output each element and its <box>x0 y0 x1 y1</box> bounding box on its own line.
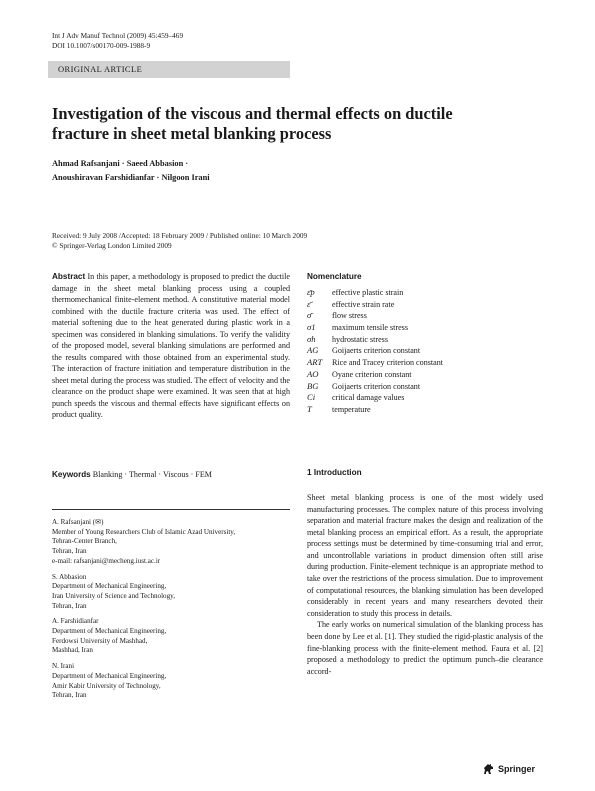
nomenclature-symbol: AO <box>307 368 319 379</box>
nomenclature-item <box>307 310 443 322</box>
nomenclature-heading: Nomenclature <box>307 272 362 281</box>
nomenclature-item <box>307 345 443 357</box>
abstract-text: In this paper, a methodology is proposed to predict the ductile damage in the sheet metal blanking process using a coupled thermomechanical finite-element method. A constitutive material model combined with the ductile fracture criteria was used. The effect of material softening due to the heat generated during plastic work in a specimen was considered in blanking simulations. To verify the validity of the proposed model, several blanking simulations are performed and the results compared with those obtained from an experimental study. The interaction of fracture initiation and temperature distribution in the sheet metal during the process was studied. The effect of velocity and the clearance on the product shape were examined. It was seen that at high punch speeds the viscous and thermal effects have significant effects on product quality. <box>52 272 290 419</box>
affiliation-block <box>52 518 292 567</box>
affiliation-block <box>52 617 292 656</box>
publisher-logo <box>482 763 535 775</box>
keywords-text: Blanking · Thermal · Viscous · FEM <box>92 470 212 479</box>
affiliation-line: Tehran, Iran <box>52 601 87 610</box>
affiliation-line: Tehran, Iran <box>52 547 87 556</box>
nomenclature-item <box>307 334 443 346</box>
springer-horse-icon <box>482 763 495 775</box>
nomenclature-definition: Goijaerts criterion constant <box>332 381 421 391</box>
nomenclature-symbol: ε̄p <box>307 287 315 297</box>
abstract <box>52 271 290 421</box>
affiliation-line: Department of Mechanical Engineering, <box>52 671 167 680</box>
author-email[interactable]: e-mail: rafsanjani@mecheng.iust.ac.ir <box>52 556 161 565</box>
affiliation-block <box>52 662 292 701</box>
affiliation-line: Tehran-Center Branch, <box>52 537 117 546</box>
nomenclature-item <box>307 322 443 334</box>
keywords-label: Keywords <box>52 470 91 479</box>
nomenclature-symbol: BG <box>307 380 319 391</box>
affiliation-line: S. Abbasion <box>52 572 87 581</box>
nomenclature-item <box>307 287 443 299</box>
doi: DOI 10.1007/s00170-009-1988-9 <box>52 40 151 50</box>
nomenclature-symbol: ART <box>307 357 323 368</box>
nomenclature-list <box>307 287 443 416</box>
nomenclature-symbol: σh <box>307 333 316 344</box>
affiliation-line: Iran University of Science and Technology, <box>52 591 176 600</box>
abstract-label: Abstract <box>52 272 86 281</box>
affiliation-line: Mashhad, Iran <box>52 646 93 655</box>
nomenclature-item <box>307 357 443 369</box>
authors-line: Anoushiravan Farshidianfar · Nilgoon Irani <box>52 173 210 182</box>
affiliations <box>52 518 292 707</box>
nomenclature-symbol: AG <box>307 345 319 356</box>
introduction-paragraph: Sheet metal blanking process is one of the most widely used manufacturing processes. The complex nature of this process involving separation and material fracture makes the design and realization of the metal blanking process an empirical effort. As a result, the appropriate process settings must be determined by time-consuming trial and error, and uncontrollable variations in product dimension often still arise during production. Finite-element technique is an appropriate method to take over the restrictions of the process simulation. Due to improvement of computational resources, the blanking simulation has been developed considerably in recent years and many researchers devoted their consideration to study this process in details. <box>307 493 543 618</box>
author-list <box>52 157 210 185</box>
publisher-name: Springer <box>498 764 536 774</box>
nomenclature-definition: temperature <box>332 404 371 414</box>
affiliation-line: N. Irani <box>52 662 75 671</box>
nomenclature-definition: maximum tensile stress <box>332 323 408 333</box>
article-type-banner <box>48 61 290 78</box>
nomenclature-item <box>307 299 443 311</box>
affiliation-line: Tehran, Iran <box>52 691 87 700</box>
publication-dates <box>52 231 307 251</box>
introduction-paragraph: The early works on numerical simulation of the blanking process has been done by Lee et al. [1]. They studied the rigid-plastic analysis of the fine-blanking process with the finite-element method. Faura et al. [2] proposed a methodology to predict the optimum punch–die clearance accord- <box>307 620 543 676</box>
affiliation-line: Ferdowsi University of Mashhad, <box>52 636 148 645</box>
nomenclature-item <box>307 392 443 404</box>
nomenclature-symbol: σ1 <box>307 322 316 333</box>
affiliation-line: Amir Kabir University of Technology, <box>52 681 161 690</box>
introduction-heading: 1 Introduction <box>307 468 362 477</box>
nomenclature-definition: Goijaerts criterion constant <box>332 346 421 356</box>
nomenclature-item <box>307 404 443 416</box>
affiliation-block <box>52 573 292 612</box>
journal-citation: Int J Adv Manuf Technol (2009) 45:459–469 <box>52 31 184 40</box>
article-type-label: ORIGINAL ARTICLE <box>58 64 143 74</box>
paper-title <box>52 104 552 143</box>
nomenclature-symbol: ε̇̄ <box>307 298 311 309</box>
nomenclature-definition: effective strain rate <box>332 299 395 309</box>
affiliation-line: Member of Young Researchers Club of Islamic Azad University, <box>52 527 236 536</box>
affiliation-line: A. Farshidianfar <box>52 617 99 626</box>
keywords <box>52 470 292 479</box>
received-line: Received: 9 July 2008 /Accepted: 18 February 2009 / Published online: 10 March 2009 <box>52 231 308 240</box>
nomenclature-item <box>307 369 443 381</box>
nomenclature-symbol: T <box>307 403 312 414</box>
nomenclature-item <box>307 381 443 393</box>
affiliation-line: Department of Mechanical Engineering, <box>52 627 167 636</box>
nomenclature-symbol: σ̄ <box>307 310 312 321</box>
title-line: fracture in sheet metal blanking process <box>52 123 332 143</box>
nomenclature-symbol: Ci <box>307 392 316 403</box>
journal-header <box>52 31 183 50</box>
title-line: Investigation of the viscous and thermal effects on ductile <box>52 104 453 123</box>
nomenclature-definition: hydrostatic stress <box>332 334 388 344</box>
copyright-line: © Springer-Verlag London Limited 2009 <box>52 241 172 250</box>
nomenclature-definition: flow stress <box>332 311 367 321</box>
introduction-body <box>307 492 543 677</box>
nomenclature-definition: critical damage values <box>332 393 405 403</box>
nomenclature-definition: Oyane criterion constant <box>332 369 412 379</box>
authors-line: Ahmad Rafsanjani · Saeed Abbasion · <box>52 159 189 168</box>
nomenclature-definition: Rice and Tracey criterion constant <box>332 358 444 368</box>
affiliation-line: Department of Mechanical Engineering, <box>52 582 167 591</box>
affiliation-line: A. Rafsanjani (✉) <box>52 518 104 526</box>
footnote-divider <box>52 509 290 510</box>
nomenclature-definition: effective plastic strain <box>332 288 404 297</box>
